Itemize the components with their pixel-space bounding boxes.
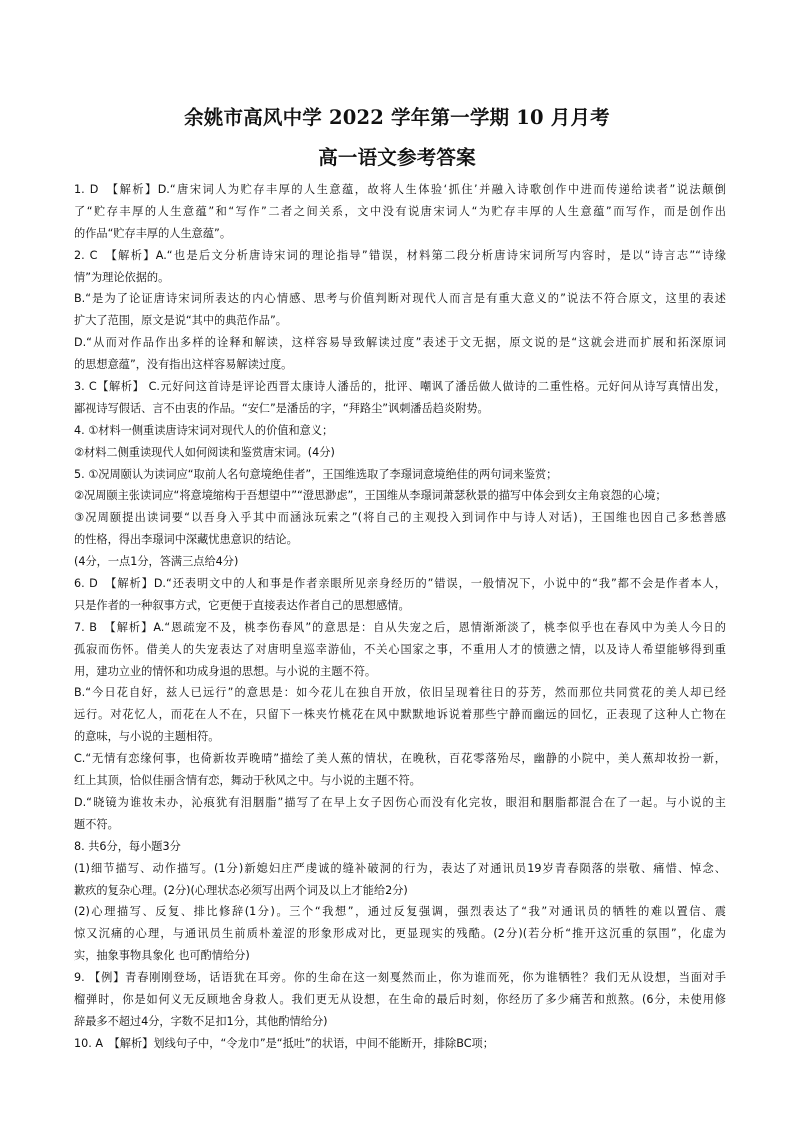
text-line: ③况周颐提出读词要“以吾身入乎其中而涵泳玩索之”(将自己的主观投入到词作中与诗人对话)，王国维也因自己多愁善感 xyxy=(74,511,726,525)
text-line: 用，建功立业的情怀和功成身退的思想。与小说的主题不符。 xyxy=(74,664,377,678)
text-line: 扩大了范围，原文是说“其中的典范作品”。 xyxy=(74,314,287,328)
answer-body xyxy=(74,179,726,1055)
text-line: B.“今日花自好，兹人已远行”的意思是：如今花儿在独自开放，依旧呈现着往日的芬芳，然而那位共同赏花的美人却已经 xyxy=(74,686,726,700)
text-line: 6. D 【解析】D.“还表明文中的人和事是作者亲眼所见亲身经历的”错误，一般情况下，小说中的“我”都不会是作者本人， xyxy=(74,577,726,591)
text-line: 辞最多不超过4分，字数不足扣1分，其他酌情给分) xyxy=(74,1014,328,1028)
text-line: 远行。对花忆人，而花在人不在，只留下一株夹竹桃花在风中默默地诉说着那些宁静而幽远的回忆，正表现了这种人亡物在 xyxy=(74,708,726,722)
text-line: 4. ①材料一侧重读唐诗宋词对现代人的价值和意义； xyxy=(74,423,334,437)
text-line: ②材料二侧重读现代人如何阅读和鉴赏唐宋词。(4分) xyxy=(74,445,335,459)
text-line: 情”为理论依据的。 xyxy=(74,270,170,284)
text-line: 鄙视诗写假话、言不由衷的作品。“安仁”是潘岳的字，“拜路尘”讽刺潘岳趋炎附势。 xyxy=(74,401,489,415)
text-line: 的思想意蕴”，没有指出这样容易解读过度。 xyxy=(74,358,293,372)
text-line: (2)心理描写、反复、排比修辞(1分)。三个“我想”，通过反复强调，强烈表达了“我”对通讯员的牺牲的难以置信、震 xyxy=(74,905,726,919)
text-line: D.“从而对作品作出多样的诠释和解读，这样容易导致解读过度”表述于文无据，原文说的是“这就会进而扩展和拓深原词 xyxy=(74,336,726,350)
text-line: 5. ①况周颐认为读词应“取前人名句意境绝佳者”，王国维选取了李璟词意境绝佳的两句词来鉴赏； xyxy=(74,467,558,481)
text-line: C.“无情有恋缘何事，也倚新妆弄晚晴”描绘了美人蕉的情状，在晚秋，百花零落殆尽，幽静的小院中，美人蕉却妆扮一新， xyxy=(74,752,726,766)
text-line: ②况周颐主张读词应“将意境缩构于吾想望中”“澄思渺虑”，王国维从李璟词萧瑟秋景的描写中体会到女主角哀怨的心境； xyxy=(74,489,667,503)
text-line: 10. A 【解析】划线句子中，“令龙巾”是“抵吐”的状语，中间不能断开，排除BC项； xyxy=(74,1036,494,1050)
text-line: 了“贮存丰厚的人生意蕴”和“写作”二者之间关系，文中没有说唐宋词人“为贮存丰厚的人生意蕴”而写作，而是创作出 xyxy=(74,204,726,218)
text-line: (1)细节描写、动作描写。(1分)新媳妇庄严虔诚的缝补破洞的行为，表达了对通讯员19岁青春陨落的崇敬、痛惜、悼念、 xyxy=(74,861,726,875)
text-line: 红上其顶，恰似佳丽含情有恋，舞动于秋风之中。与小说的主题不符。 xyxy=(74,774,421,788)
text-line: 3. C【解析】 C.元好问这首诗是评论西晋太康诗人潘岳的，批评、嘲讽了潘岳做人做诗的二重性格。元好问从诗写真情出发， xyxy=(74,380,726,394)
text-line: 8. 共6分，每小题3分 xyxy=(74,839,181,853)
text-line: D.“晓镜为谁妆未办，沁痕犹有泪胭脂”描写了在早上女子因伤心而没有化完妆，眼泪和胭脂都混合在了一起。与小说的主 xyxy=(74,795,726,809)
text-line: 的作品“贮存丰厚的人生意蕴”。 xyxy=(74,226,232,240)
text-line: (4分，一点1分，答满三点给4分) xyxy=(74,555,239,569)
text-line: 孤寂而伤怀。借美人的失宠表达了对唐明皇巡幸游仙，不关心国家之事，不重用人才的愤懑之情，以及诗人希望能够得到重 xyxy=(74,642,726,656)
text-line: 只是作者的一种叙事方式，它更便于直接表达作者自己的思想感情。 xyxy=(74,598,410,612)
text-line: 实，抽象事物具象化 也可酌情给分) xyxy=(74,949,250,963)
document-subtitle: 高一语文参考答案 xyxy=(318,146,476,169)
document-title: 余姚市高风中学 2022 学年第一学期 10 月月考 xyxy=(184,106,610,129)
text-line: 题不符。 xyxy=(74,817,119,831)
text-line: 的性格，得出李璟词中深藏忧患意识的结论。 xyxy=(74,533,298,547)
text-line: 7. B 【解析】A.“恩疏宠不及，桃李伤春风”的意思是：自从失宠之后，恩情渐渐淡了，桃李似乎也在春风中为美人今日的 xyxy=(74,620,726,634)
text-line: 惊又沉痛的心理，与通讯员生前质朴羞涩的形象形成对比，更显现实的残酷。(2分)(若分析“推开这沉重的氛围”，化虚为 xyxy=(74,927,726,941)
text-line: 的意味，与小说的主题相符。 xyxy=(74,730,220,744)
text-line: B.“是为了论证唐诗宋词所表达的内心情感、思考与价值判断对现代人而言是有重大意义的”说法不符合原文，这里的表述 xyxy=(74,292,726,306)
text-line: 1. D 【解析】D.“唐宋词人为贮存丰厚的人生意蕴，故将人生体验‘抓住’并融入诗歌创作中进而传递给读者”说法颠倒 xyxy=(74,183,726,196)
text-line: 歉疚的复杂心理。(2分)(心理状态必须写出两个词及以上才能给2分) xyxy=(74,883,408,897)
text-line: 2. C 【解析】A.“也是后文分析唐诗宋词的理论指导”错误，材料第二段分析唐诗宋词所写内容时，是以“诗言志”“诗缘 xyxy=(74,248,726,262)
text-line: 榴弹时，你是如何义无反顾地舍身救人。我们更无从设想，在生命的最后时刻，你经历了多少痛苦和煎熬。(6分，未使用修 xyxy=(74,992,726,1006)
text-line: 9. 【例】青春刚刚登场，话语犹在耳旁。你的生命在这一刻戛然而止，你为谁而死，你为谁牺牲？我们无从设想，当面对手 xyxy=(74,971,726,985)
